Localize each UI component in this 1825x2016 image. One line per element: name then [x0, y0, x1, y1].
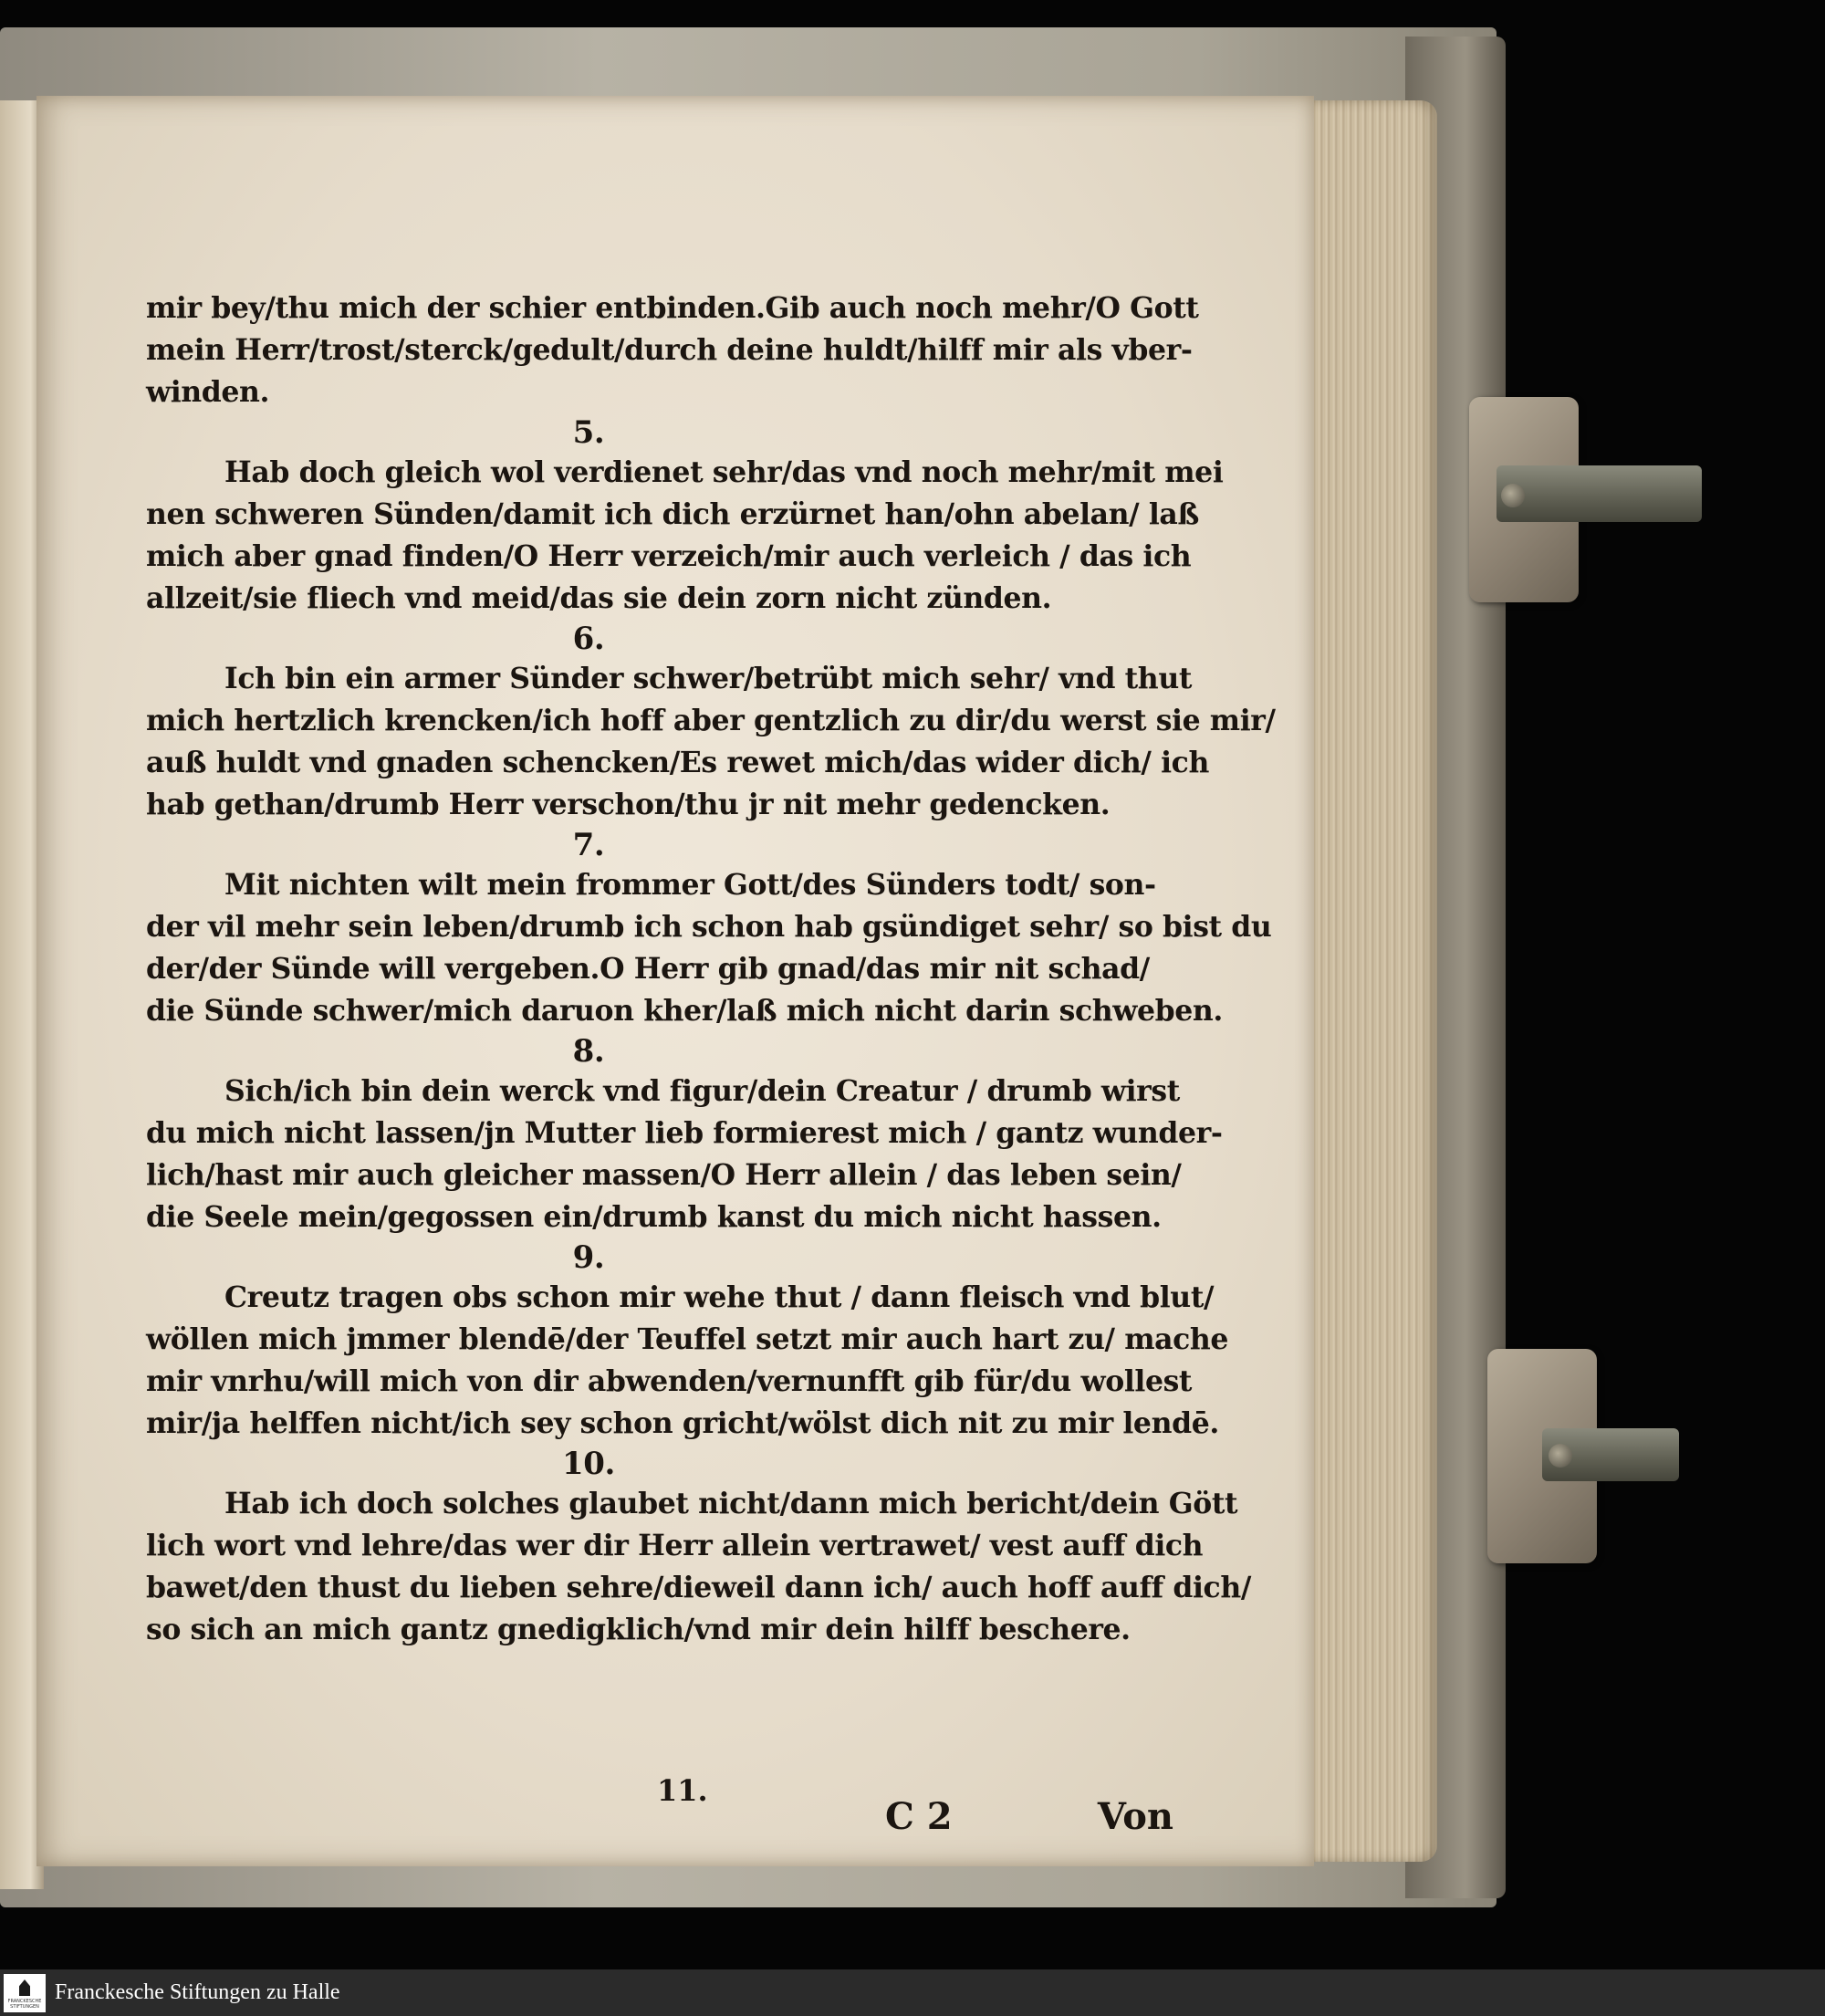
text-line: mir/ja helffen nicht/ich sey schon gricht/wölst dich nit zu mir lendē. [146, 1406, 1219, 1440]
footer-bar [0, 1969, 1825, 2016]
text-line: mein Herr/trost/sterck/gedult/durch deine huldt/hilff mir als vber- [146, 333, 1193, 367]
upper-clasp-rivet [1501, 484, 1525, 507]
page-footer [885, 1795, 1177, 1850]
text-line: Sich/ich bin dein werck vnd figur/dein Creatur / drumb wirst [224, 1074, 1180, 1108]
text-line: mir bey/thu mich der schier entbinden.Gib auch noch mehr/O Gott [146, 291, 1199, 325]
stanza-number: 5. [572, 414, 605, 451]
text-line: winden. [146, 375, 270, 409]
text-line: Creutz tragen obs schon mir wehe thut / dann fleisch vnd blut/ [224, 1280, 1215, 1314]
text-line: der vil mehr sein leben/drumb ich schon hab gsündiget sehr/ so bist du [146, 910, 1272, 944]
signature-mark: C 2 [885, 1795, 953, 1838]
stanza-number-11: 11. [657, 1773, 708, 1808]
text-line: die Sünde schwer/mich daruon kher/laß mich nicht darin schweben. [146, 994, 1223, 1028]
text-line: auß huldt vnd gnaden schencken/Es rewet mich/das wider dich/ ich [146, 746, 1209, 779]
institution-label: Franckesche Stiftungen zu Halle [55, 1980, 340, 2004]
text-line: Ich bin ein armer Sünder schwer/betrübt mich sehr/ vnd thut [224, 662, 1192, 695]
text-line: lich/hast mir auch gleicher massen/O Herr allein / das leben sein/ [146, 1158, 1182, 1192]
stanza-number: 6. [572, 621, 605, 657]
text-line: du mich nicht lassen/jn Mutter lieb formierest mich / gantz wunder- [146, 1116, 1223, 1150]
text-line: lich wort vnd lehre/das wer dir Herr allein vertrawet/ vest auff dich [146, 1529, 1204, 1562]
text-line: so sich an mich gantz gnedigklich/vnd mir dein hilff beschere. [146, 1613, 1131, 1646]
page-text [146, 287, 1276, 1651]
text-line: nen schweren Sünden/damit ich dich erzürnet han/ohn abelan/ laß [146, 497, 1199, 531]
text-line: Mit nichten wilt mein frommer Gott/des Sünders todt/ son- [224, 868, 1156, 902]
text-line: bawet/den thust du lieben sehre/dieweil dann ich/ auch hoff auff dich/ [146, 1571, 1251, 1604]
catchword: Von [1097, 1795, 1173, 1838]
text-line: mir vnrhu/will mich von dir abwenden/vernunfft gib für/du wollest [146, 1364, 1193, 1398]
text-line: mich hertzlich krencken/ich hoff aber gentzlich zu dir/du werst sie mir/ [146, 704, 1276, 737]
lower-clasp-rivet [1549, 1444, 1572, 1468]
text-line: hab gethan/drumb Herr verschon/thu jr nit mehr gedencken. [146, 788, 1111, 821]
stanza-number: 10. [562, 1446, 615, 1482]
stanza-number: 8. [572, 1033, 605, 1070]
text-line: wöllen mich jmmer blendē/der Teuffel setzt mir auch hart zu/ mache [146, 1322, 1229, 1356]
stanza-number: 7. [572, 827, 605, 863]
stanza-number: 9. [572, 1239, 605, 1276]
text-line: die Seele mein/gegossen ein/drumb kanst du mich nicht hassen. [146, 1200, 1162, 1234]
text-line: Hab ich doch solches glaubet nicht/dann mich bericht/dein Gött [224, 1487, 1238, 1520]
text-line: der/der Sünde will vergeben.O Herr gib gnad/das mir nit schad/ [146, 952, 1150, 986]
upper-clasp-bar [1496, 465, 1702, 522]
text-line: mich aber gnad finden/O Herr verzeich/mir auch verleich / das ich [146, 539, 1192, 573]
book-page [36, 96, 1314, 1866]
text-line: Hab doch gleich wol verdienet sehr/das vnd noch mehr/mit mei [224, 455, 1224, 489]
francke-logo [4, 1974, 46, 2012]
logo-text: FRANCKESCHE STIFTUNGEN [7, 1999, 42, 2010]
building-icon [19, 1979, 30, 1996]
page-block-edges [1309, 100, 1437, 1862]
text-line: allzeit/sie fliech vnd meid/das sie dein zorn nicht zünden. [146, 581, 1052, 615]
